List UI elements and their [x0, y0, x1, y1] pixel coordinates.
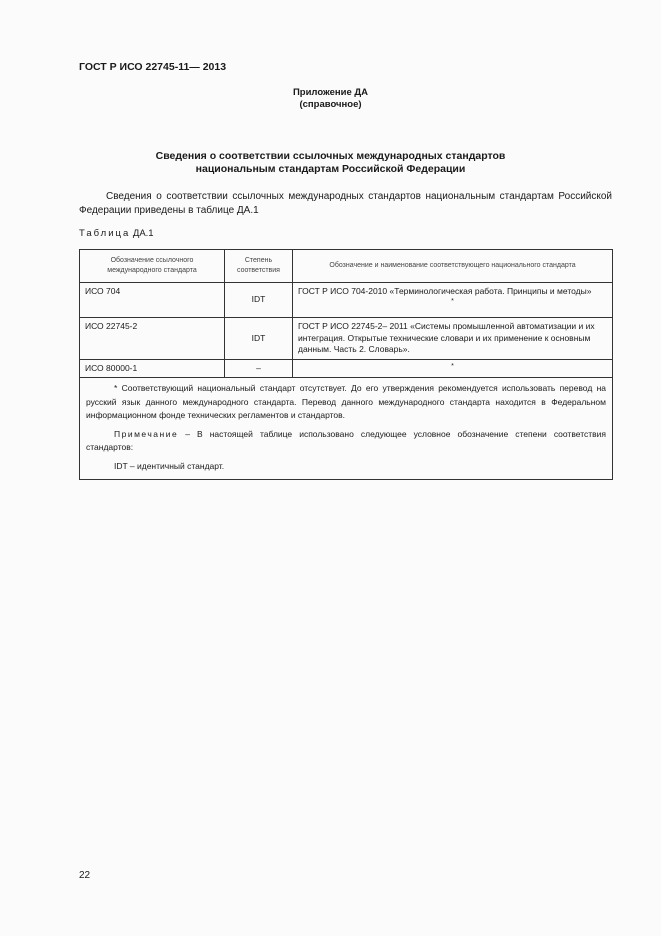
table-footnote: * Соответствующий национальный стандарт отсутствует. До его утверждения рекомендуется использовать перевод на русский язык данного международного стандарта. Перевод данного международного стандарта находится в Федеральном информационном фонде технических регламентов и стандартов. — [86, 383, 606, 420]
note-label: Примечание — [114, 428, 179, 439]
correspondence-table — [79, 249, 613, 480]
table-row — [80, 359, 613, 378]
cell-ref: ИСО 22745-2 — [80, 318, 225, 360]
cell-national — [293, 318, 613, 360]
cell-ref: ИСО 704 — [80, 283, 225, 318]
annex-subtitle: (справочное) — [299, 99, 362, 110]
cell-degree: IDT — [225, 318, 293, 360]
cell-national — [293, 283, 613, 318]
table-label — [79, 228, 154, 239]
table-label-word: Таблица — [79, 228, 131, 239]
note-text: – В настоящей таблице использовано следующее условное обозначение степени соответствия стандартов: — [86, 428, 606, 452]
table-notes — [80, 378, 613, 480]
table-row — [80, 283, 613, 318]
footnote-mark: * — [451, 297, 454, 305]
section-title-line-1: Сведения о соответствии ссылочных международных стандартов — [155, 150, 506, 162]
national-text: ГОСТ Р ИСО 704-2010 «Терминологическая работа. Принципы и методы» — [298, 286, 592, 296]
table-row — [80, 318, 613, 360]
annex-title: Приложение ДА — [292, 87, 369, 98]
header-degree: Степень соответствия — [225, 250, 293, 283]
section-title-line-2: национальным стандартам Российской Федерации — [195, 163, 466, 175]
cell-ref: ИСО 80000-1 — [80, 359, 225, 378]
annex-heading — [0, 87, 661, 111]
cell-national — [293, 359, 613, 378]
table-label-id: ДА.1 — [130, 228, 154, 239]
header-ref-standard: Обозначение ссылочного международного стандарта — [80, 250, 225, 283]
table-legend: IDT – идентичный стандарт. — [114, 460, 225, 471]
national-text: ГОСТ Р ИСО 22745-2– 2011 «Системы промышленной автоматизации и их интеграция. Открытые технические словари и их применение к основным данным. Часть 2. Словарь». — [298, 321, 595, 354]
cell-degree: – — [225, 359, 293, 378]
document-header: ГОСТ Р ИСО 22745-11— 2013 — [79, 61, 227, 73]
table-note — [86, 428, 606, 455]
table-notes-row — [80, 378, 613, 480]
header-national-standard: Обозначение и наименование соответствующего национального стандарта — [293, 250, 613, 283]
page-number: 22 — [79, 870, 91, 881]
footnote-mark: * — [451, 362, 454, 370]
table-header-row — [80, 250, 613, 283]
cell-degree: IDT — [225, 283, 293, 318]
section-title — [0, 150, 661, 176]
intro-paragraph: Сведения о соответствии ссылочных международных стандартов национальным стандартам Российской Федерации приведены в таблице ДА.1 — [79, 191, 612, 216]
